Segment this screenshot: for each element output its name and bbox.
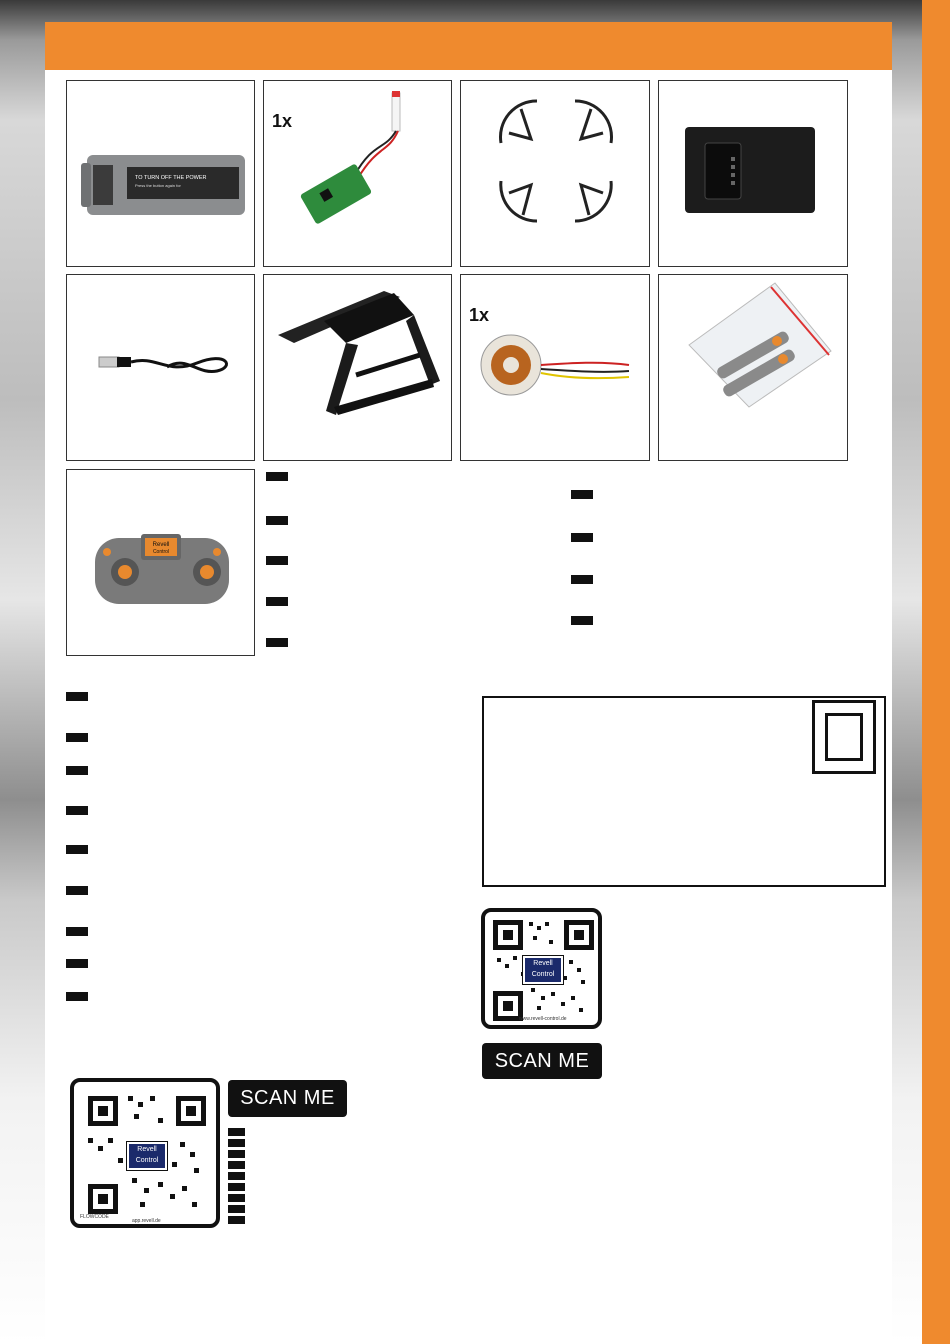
qty-label: 1x: [272, 111, 293, 131]
motor-image: [461, 275, 650, 461]
charger-image: [659, 81, 848, 267]
language-tag: [228, 1183, 245, 1191]
language-tag: [266, 597, 288, 606]
remote-control-image: [67, 470, 255, 656]
language-tag: [228, 1216, 245, 1224]
language-tag: [66, 766, 88, 775]
battery-label-line1: TO TURN OFF THE POWER: [135, 175, 207, 181]
item-photo-esc-board: [263, 80, 452, 267]
item-photo-propeller-guards: [460, 80, 650, 267]
landing-gear-image: [264, 275, 452, 461]
language-tag: [571, 575, 593, 584]
qr-caption: www.revell-control.de: [519, 1016, 567, 1022]
item-photo-charger: [658, 80, 848, 267]
right-accent-strip: [922, 0, 950, 1344]
battery-image: [67, 81, 255, 267]
qr-code-bottom-left[interactable]: [70, 1078, 220, 1228]
language-tag: [571, 616, 593, 625]
language-tag: [66, 845, 88, 854]
qr-corner-label: FLOWCODE: [80, 1214, 109, 1220]
usb-cable-image: [67, 275, 255, 461]
language-tag: [266, 556, 288, 565]
language-tag: [228, 1205, 245, 1213]
language-tag: [228, 1139, 245, 1147]
language-tag: [66, 886, 88, 895]
item-photo-battery: [66, 80, 255, 267]
item-photo-motor: [460, 274, 650, 461]
language-tag: [66, 692, 88, 701]
spare-propellers-bag-image: [659, 275, 848, 461]
language-tag: [228, 1194, 245, 1202]
language-tag: [266, 516, 288, 525]
item-photo-spare-propellers-bag: [658, 274, 848, 461]
item-photo-remote-control: [66, 469, 255, 656]
language-tag: [228, 1128, 245, 1136]
class-ii-symbol-icon: [812, 700, 876, 774]
language-tag: [571, 533, 593, 542]
scan-me-button-right[interactable]: SCAN ME: [482, 1043, 602, 1079]
language-tag: [228, 1150, 245, 1158]
item-photo-landing-gear: [263, 274, 452, 461]
language-tag: [266, 638, 288, 647]
esc-board-image: [264, 81, 452, 267]
scan-me-button-bottom-left[interactable]: SCAN ME: [228, 1080, 347, 1117]
language-tag: [228, 1172, 245, 1180]
qr-code-right[interactable]: [481, 908, 602, 1029]
language-tag: [66, 927, 88, 936]
language-tag: [66, 992, 88, 1001]
language-tag: [66, 733, 88, 742]
header-bar: [45, 22, 892, 70]
language-tag: [266, 472, 288, 481]
qty-label: 1x: [469, 305, 490, 325]
remote-brand: Revell: [152, 542, 170, 548]
revell-logo-icon: Revell Control: [523, 956, 563, 984]
battery-label-line2: Press the button again for: [135, 183, 181, 188]
revell-logo-icon: Revell Control: [127, 1142, 167, 1170]
item-photo-usb-cable: [66, 274, 255, 461]
qr-caption: app.revell.de: [132, 1218, 161, 1224]
propeller-guards-image: [461, 81, 650, 267]
remote-sub: Control: [152, 549, 170, 555]
language-tag: [66, 806, 88, 815]
language-tag: [228, 1161, 245, 1169]
class-ii-notice-box: [482, 696, 886, 887]
language-tag: [571, 490, 593, 499]
language-tag: [66, 959, 88, 968]
